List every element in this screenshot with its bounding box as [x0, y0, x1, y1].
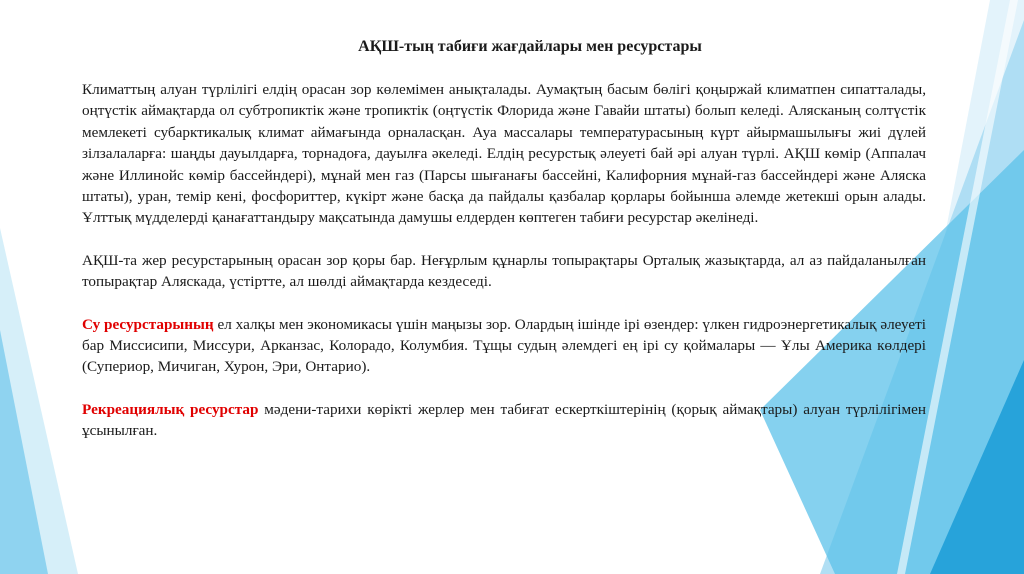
paragraph-text: ел халқы мен экономикасы үшін маңызы зор. Олардың ішінде ірі өзендер: үлкен гидроэнергетикалық әлеуеті бар Миссисипи, Миссури, Арканзас, Колорадо, Колумбия. Тұщы судың әлемдегі ең ірі су қоймалары — Ұлы Америка көлдері (Супериор, Мичиган, Хурон, Эри, Онтарио). — [82, 315, 926, 376]
paragraph-water-resources — [82, 314, 926, 378]
paragraph-text: АҚШ-та жер ресурстарының орасан зор қоры бар. Неғұрлым құнарлы топырақтары Орталық жазықтарда, ал аз пайдаланылған топырақтар Аляскада, үстіртте, ал шөлді аймақтарда кездеседі. — [82, 251, 926, 291]
paragraph-land-resources — [82, 250, 926, 293]
paragraph-recreational-resources — [82, 399, 926, 442]
slide-title: АҚШ-тың табиғи жағдайлары мен ресурстары — [358, 38, 702, 55]
paragraph-climate-resources — [82, 79, 926, 229]
slide-body — [82, 79, 926, 463]
highlight-water-resources: Су ресурстарының — [82, 315, 214, 333]
paragraph-text: мәдени-тарихи көрікті жерлер мен табиғат ескерткіштерінің (қорық аймақтары) алуан түрлілігімен ұсынылған. — [82, 400, 926, 440]
highlight-recreational-resources: Рекреациялық ресурстар — [82, 400, 259, 418]
paragraph-text: Климаттың алуан түрлілігі елдің орасан зор көлемімен анықталады. Аумақтың басым бөлігі қоңыржай климатпен сипатталады, оңтүстік аймақтарда ол субтропиктік және тропиктік (оңтүстік Флорида және Гавайи штаты) болып келеді. Аляcканың солтүстік мемлекеті субарктикалық климат аймағында орналасқан. Ауа массалары температурасының күрт айырмашылығы жиі дүлей зілзалаларға: шаңды дауылдарға, торнадоға, дауылға әкеледі. Елдің ресурстық әлеуеті бай әрі алуан түрлі. АҚШ көмір (Аппалач және Иллинойс көмір бассейндері), мұнай мен газ (Парсы шығанағы бассейні, Калифорния мұнай-газ бассейндері және Аляска штаты), уран, темір кені, фосфориттер, күкірт және басқа да пайдалы қазбалар қорлары бойынша әлемде жетекші орын алады. Ұлттық мүдделерді қанағаттандыру мақсатында дамушы елдерден көптеген табиғи ресурстар әкелінеді. — [82, 81, 926, 227]
